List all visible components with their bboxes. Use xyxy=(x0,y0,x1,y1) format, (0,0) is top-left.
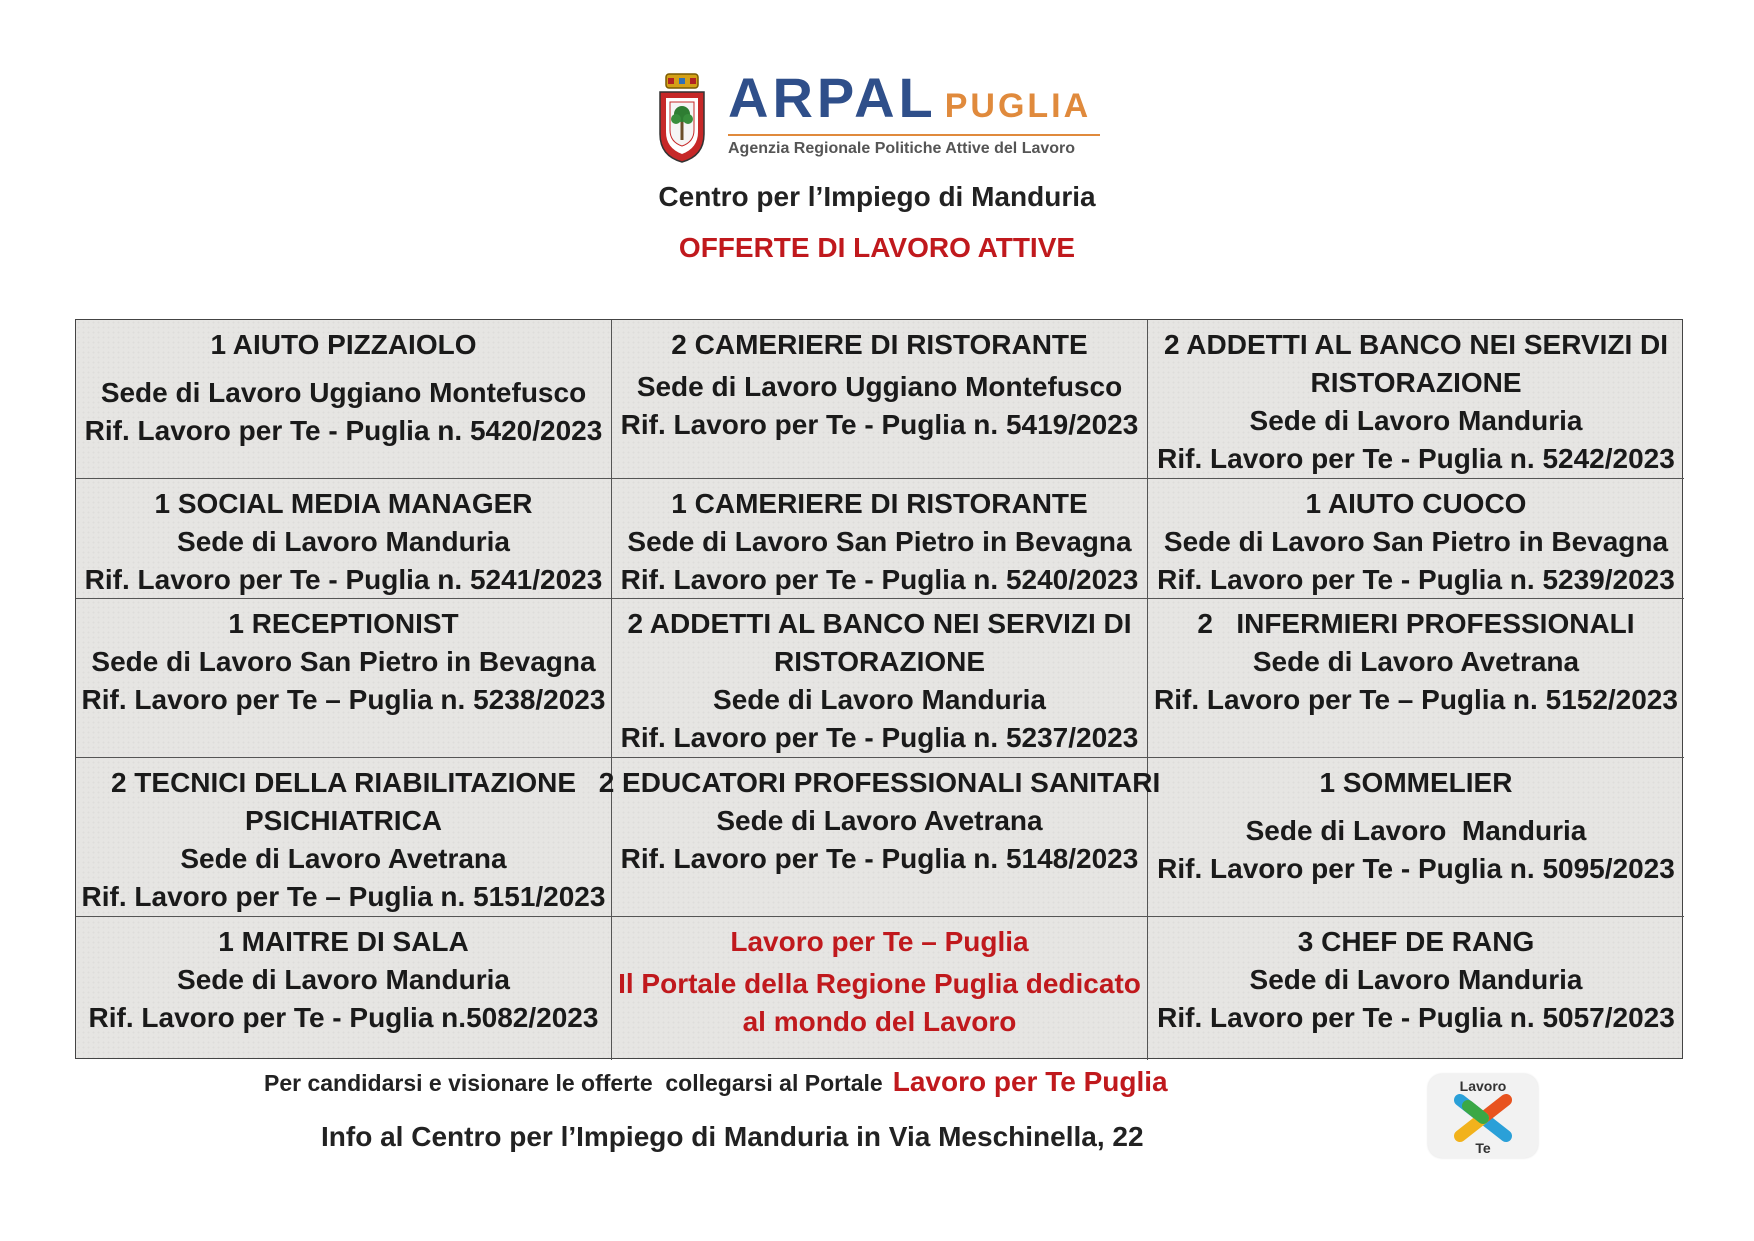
offer-title-cont: PSICHIATRICA xyxy=(244,805,443,836)
offer-reference: Rif. Lavoro per Te - Puglia n.5082/2023 xyxy=(88,1002,599,1033)
offer-title: 1 AIUTO CUOCO xyxy=(1305,488,1527,519)
offer-title: 2 INFERMIERI PROFESSIONALI xyxy=(1197,608,1635,639)
offer-location: Sede di Lavoro Manduria xyxy=(1249,964,1583,995)
offer-cell xyxy=(76,320,612,479)
puglia-crest-icon xyxy=(656,72,708,164)
apply-instructions xyxy=(264,1066,1168,1098)
offer-title: 2 ADDETTI AL BANCO NEI SERVIZI DI xyxy=(1163,329,1669,360)
offer-title: 3 CHEF DE RANG xyxy=(1297,926,1535,957)
portal-promo-title: Lavoro per Te – Puglia xyxy=(730,926,1029,957)
arpal-logo xyxy=(656,66,1106,166)
apply-text: Per candidarsi e visionare le offerte collegarsi al Portale xyxy=(264,1070,883,1096)
center-title: Centro per l’Impiego di Manduria xyxy=(658,181,1096,212)
offer-cell xyxy=(1148,758,1684,917)
offer-reference: Rif. Lavoro per Te – Puglia n. 5151/2023 xyxy=(81,881,606,912)
offer-reference: Rif. Lavoro per Te - Puglia n. 5419/2023 xyxy=(620,409,1139,440)
offer-cell xyxy=(612,599,1148,758)
offer-cell xyxy=(598,758,1161,917)
offer-title: 1 CAMERIERE DI RISTORANTE xyxy=(671,488,1088,519)
offer-cell xyxy=(1148,320,1684,479)
offer-location: Sede di Lavoro Avetrana xyxy=(180,843,507,874)
offer-title: 1 MAITRE DI SALA xyxy=(218,926,469,957)
offer-reference: Rif. Lavoro per Te – Puglia n. 5152/2023 xyxy=(1154,684,1678,715)
offer-location: Sede di Lavoro Manduria xyxy=(713,684,1046,715)
info-address: Info al Centro per l’Impiego di Manduria in Via Meschinella, 22 xyxy=(321,1121,1144,1152)
offer-reference: Rif. Lavoro per Te - Puglia n. 5240/2023 xyxy=(620,564,1139,595)
offer-reference: Rif. Lavoro per Te - Puglia n. 5237/2023 xyxy=(620,722,1139,753)
offer-title: 2 CAMERIERE DI RISTORANTE xyxy=(671,329,1088,360)
offer-reference: Rif. Lavoro per Te - Puglia n. 5241/2023 xyxy=(84,564,603,595)
offer-title: 1 SOCIAL MEDIA MANAGER xyxy=(154,488,533,519)
offer-location: Sede di Lavoro San Pietro in Bevagna xyxy=(627,526,1132,557)
offer-location: Sede di Lavoro San Pietro in Bevagna xyxy=(91,646,596,677)
offer-location: Sede di Lavoro Avetrana xyxy=(1252,646,1580,677)
offers-title: OFFERTE DI LAVORO ATTIVE xyxy=(678,232,1076,263)
offer-location: Sede di Lavoro Uggiano Montefusco xyxy=(100,377,587,408)
offer-cell xyxy=(1148,917,1684,1060)
arpal-brand xyxy=(728,66,1092,129)
offer-cell xyxy=(76,758,612,917)
app-icon-top-label: Lavoro xyxy=(1459,1078,1507,1094)
offer-cell xyxy=(76,917,612,1060)
offer-title: 1 SOMMELIER xyxy=(1319,767,1513,798)
portal-promo-text: Il Portale della Regione Puglia dedicato xyxy=(618,968,1141,999)
app-icon-bottom-label: Te xyxy=(1475,1140,1491,1156)
brand-main: ARPAL xyxy=(728,66,937,129)
offer-title: 2 EDUCATORI PROFESSIONALI SANITARI xyxy=(598,767,1161,798)
offer-reference: Rif. Lavoro per Te – Puglia n. 5238/2023 xyxy=(81,684,606,715)
portal-promo-text-cont: al mondo del Lavoro xyxy=(742,1006,1017,1037)
offer-cell xyxy=(76,479,612,599)
offer-title: 1 AIUTO PIZZAIOLO xyxy=(210,329,477,360)
offer-title-cont: RISTORAZIONE xyxy=(773,646,986,677)
offer-cell xyxy=(76,599,612,758)
offer-reference: Rif. Lavoro per Te - Puglia n. 5420/2023 xyxy=(84,415,603,446)
offer-reference: Rif. Lavoro per Te - Puglia n. 5239/2023 xyxy=(1157,564,1675,595)
offer-cell xyxy=(612,320,1148,479)
offer-reference: Rif. Lavoro per Te - Puglia n. 5057/2023 xyxy=(1157,1002,1675,1033)
offer-title: 2 TECNICI DELLA RIABILITAZIONE xyxy=(110,767,577,798)
offer-title: 2 ADDETTI AL BANCO NEI SERVIZI DI xyxy=(627,608,1132,639)
offer-reference: Rif. Lavoro per Te - Puglia n. 5095/2023 xyxy=(1157,853,1675,884)
offer-location: Sede di Lavoro Manduria xyxy=(177,526,510,557)
offer-location: Sede di Lavoro San Pietro in Bevagna xyxy=(1163,526,1669,557)
offer-title-cont: RISTORAZIONE xyxy=(1310,367,1522,398)
portal-link[interactable]: Lavoro per Te Puglia xyxy=(892,1066,1168,1097)
brand-divider xyxy=(728,134,1100,136)
offer-cell xyxy=(1148,479,1684,599)
offer-location: Sede di Lavoro Avetrana xyxy=(716,805,1043,836)
offer-location: Sede di Lavoro Manduria xyxy=(1245,815,1587,846)
offers-grid xyxy=(75,319,1683,1059)
offer-location: Sede di Lavoro Manduria xyxy=(1249,405,1583,436)
offer-cell xyxy=(612,479,1148,599)
offer-location: Sede di Lavoro Uggiano Montefusco xyxy=(636,371,1123,402)
offer-cell xyxy=(1148,599,1684,758)
brand-sub: PUGLIA xyxy=(944,87,1092,125)
portal-promo-cell xyxy=(612,917,1148,1060)
brand-tagline: Agenzia Regionale Politiche Attive del Lavoro xyxy=(728,140,1076,157)
offer-reference: Rif. Lavoro per Te - Puglia n. 5148/2023 xyxy=(620,843,1139,874)
offer-title: 1 RECEPTIONIST xyxy=(228,608,459,639)
offer-location: Sede di Lavoro Manduria xyxy=(177,964,510,995)
lavoro-per-te-app-icon xyxy=(1428,1074,1538,1158)
offer-reference: Rif. Lavoro per Te - Puglia n. 5242/2023 xyxy=(1157,443,1675,474)
